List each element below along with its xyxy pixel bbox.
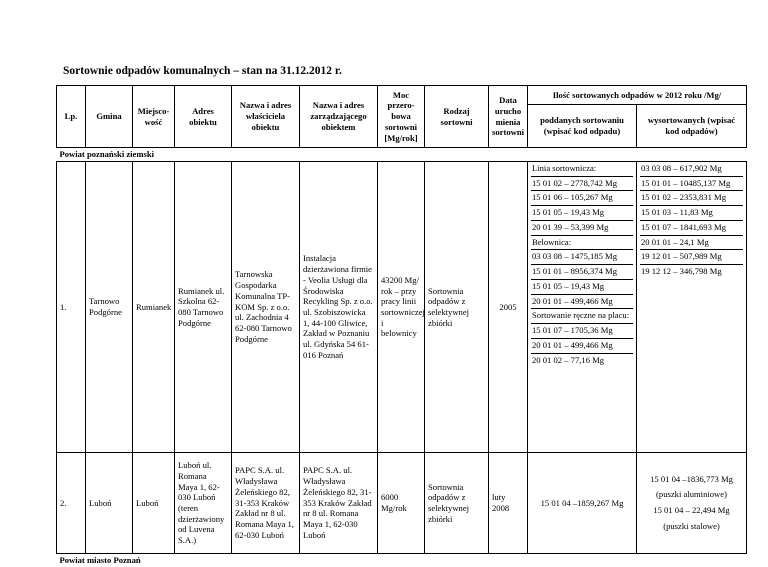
cell-rodzaj: Sortownia odpadów z selektywnej zbiórki [425,162,489,453]
list-item: 20 01 02 – 77,16 Mg [531,354,633,368]
cell-poddanych: 15 01 04 –1859,267 Mg [528,453,637,554]
poddanych-list [531,162,633,367]
table-row [57,162,747,453]
list-item: 03 03 08 – 1475,185 Mg [531,250,633,265]
cell-lp: 1. [57,162,86,453]
cell-poddanych [528,162,637,453]
cell-moc: 43200 Mg/ rok – przy pracy linii sortowniczej i belownicy [378,162,425,453]
cell-rodzaj: Sortownia odpadów z selektywnej zbiórki [425,453,489,554]
list-item: 15 01 01 – 8956,374 Mg [531,265,633,280]
header-lp: Lp. [57,86,86,148]
cell-gmina: Tarnowo Podgórne [86,162,133,453]
list-item: 19 12 01 – 507,989 Mg [640,250,743,265]
list-item: 15 01 02 – 2353,831 Mg [640,191,743,206]
list-item: 15 01 05 – 19,43 Mg [531,206,633,221]
section-row [57,554,747,567]
wysortowanych-list [640,162,743,279]
sorting-plants-table [56,85,747,567]
list-item: (puszki aluminiowe) [640,487,743,503]
list-item: 15 01 05 – 19,43 Mg [531,280,633,295]
cell-data: luty 2008 [489,453,528,554]
list-item: 15 01 06 – 105,267 Mg [531,191,633,206]
list-item: 15 01 07 – 1705,36 Mg [531,324,633,339]
section-poznanski: Powiat poznański ziemski [57,148,528,162]
list-item: 15 01 04 –1836,773 Mg [640,472,743,488]
list-item: Belownica: [531,236,633,251]
list-item: 15 01 04 – 22,494 Mg [640,503,743,519]
header-row [57,86,747,105]
list-item: 15 01 03 – 11,83 Mg [640,206,743,221]
page-title: Sortownie odpadów komunalnych – stan na 31.12.2012 r. [63,65,342,77]
header-wysortowanych: wysortowanych (wpisać kod odpadów) [637,105,747,148]
cell-wysortowanych [637,162,747,453]
cell-zarzadzajacy: PAPC S.A. ul. Władysława Żeleńskiego 82, 31-353 Kraków Zakład nr 8 ul. Romana Maya 1, 62-030 Luboń [300,453,378,554]
list-item: 15 01 02 – 2778,742 Mg [531,177,633,192]
list-item: 03 03 08 – 617,902 Mg [640,162,743,177]
list-item: 19 12 12 – 346,798 Mg [640,265,743,279]
header-moc: Moc przero-bowa sortowni [Mg/rok] [378,86,425,148]
list-item: 20 01 01 – 499,466 Mg [531,295,633,310]
header-miejscowosc: Miejsco-wość [133,86,175,148]
cell-adres: Luboń ul. Romana Maya 1, 62-030 Luboń (teren dzierżawiony od Luvena S.A.) [175,453,232,554]
cell-miejscowosc: Luboń [133,453,175,554]
cell-data: 2005 [489,162,528,453]
header-adres: Adres obiektu [175,86,232,148]
header-poddanych: poddanych sortowaniu (wpisać kod odpadu) [528,105,637,148]
list-item: Sortowanie ręczne na placu: [531,309,633,324]
header-gmina: Gmina [86,86,133,148]
list-item: 20 01 01 – 24,1 Mg [640,236,743,251]
list-item: (puszki stalowe) [640,519,743,535]
cell-moc: 6000 Mg/rok [378,453,425,554]
cell-lp: 2. [57,453,86,554]
list-item: Linia sortownicza: [531,162,633,177]
header-wlasciciel: Nazwa i adres właściciela obiektu [232,86,300,148]
list-item: 15 01 07 – 1841,693 Mg [640,221,743,236]
cell-adres: Rumianek ul. Szkolna 62-080 Tarnowo Podgórne [175,162,232,453]
cell-gmina: Luboń [86,453,133,554]
cell-zarzadzajacy: Instalacja dzierżawiona firmie - Veolia Usługi dla Środowiska Recykling Sp. z o.o. ul. Szobiszowicka 1, 44-100 Gliwice, Zakład w Poznaniu ul. Gdyńska 54 61-016 Poznań [300,162,378,453]
list-item: 15 01 01 – 10485,137 Mg [640,177,743,192]
section-row [57,148,747,162]
cell-wlasciciel: PAPC S.A. ul. Władysława Żeleńskiego 82, 31-353 Kraków Zakład nr 8 ul. Romana Maya 1, 62-030 Luboń [232,453,300,554]
header-data: Data urucho mienia sortowni [489,86,528,148]
header-ilosc: Ilość sortowanych odpadów w 2012 roku /Mg/ [528,86,747,105]
list-item: 20 01 01 – 499,466 Mg [531,339,633,354]
table-row [57,453,747,554]
wysortowanych-list [640,472,743,535]
header-zarzadzajacy: Nazwa i adres zarządzającego obiektem [300,86,378,148]
list-item: 20 01 39 – 53,399 Mg [531,221,633,236]
cell-wysortowanych [637,453,747,554]
header-rodzaj: Rodzaj sortowni [425,86,489,148]
cell-miejscowosc: Rumianek [133,162,175,453]
section-poznan: Powiat miasto Poznań [57,554,747,567]
cell-wlasciciel: Tarnowska Gospodarka Komunalna TP-KOM Sp. z o.o. ul. Zachodnia 4 62-080 Tarnowo Podgórne [232,162,300,453]
